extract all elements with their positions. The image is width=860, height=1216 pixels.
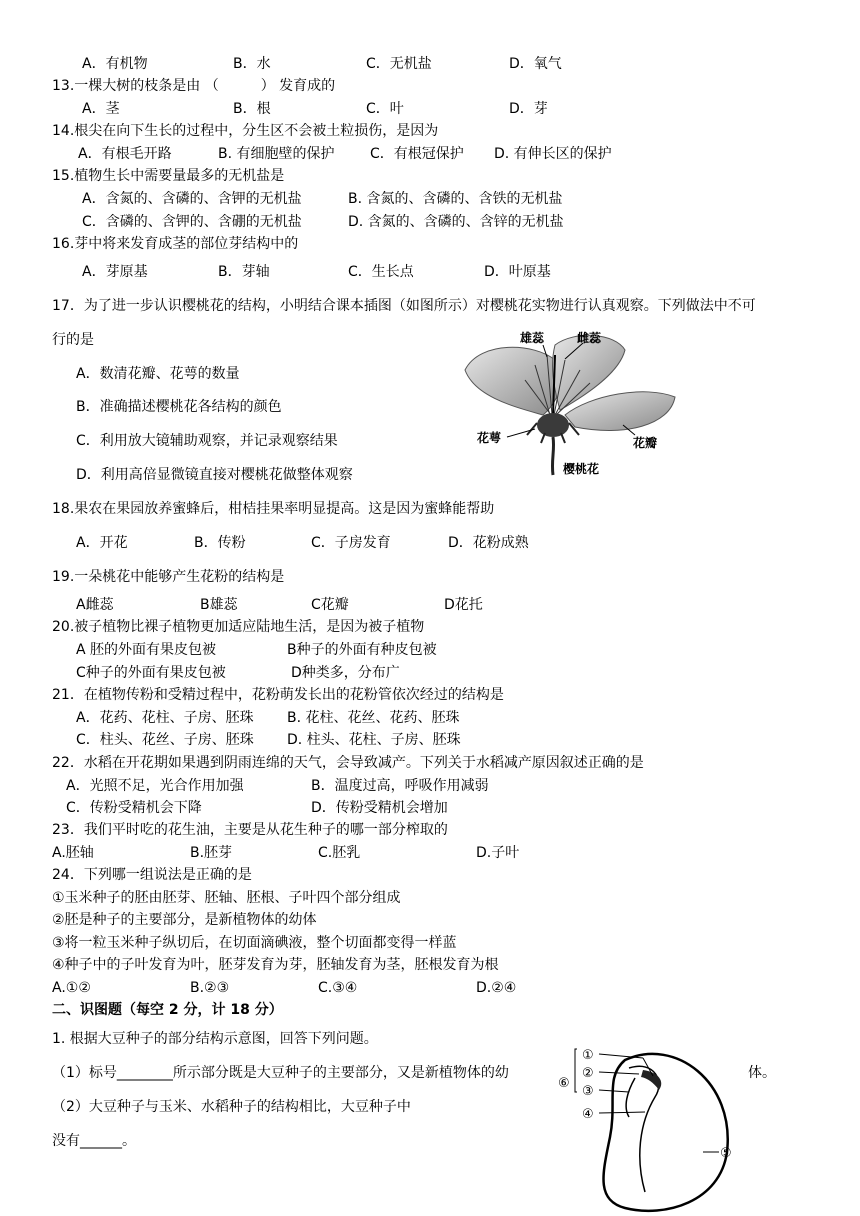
q20-stem: 20.被子植物比裸子植物更加适应陆地生活，是因为被子植物 [52,619,425,635]
q14-option-b: B. 有细胞壁的保护 [218,146,335,162]
stem-shape [552,437,553,475]
receptacle-shape [537,413,569,437]
q23-option-d: D.子叶 [476,845,520,861]
q18-stem: 18.果农在果园放养蜜蜂后，柑桔挂果率明显提高。这是因为蜜蜂能帮助 [52,501,495,517]
q16-option-d: D．叶原基 [484,264,551,280]
q15-option-a: A．含氮的、含磷的、含钾的无机盐 [82,191,302,207]
q16-stem: 16.芽中将来发育成茎的部位芽结构中的 [52,236,299,252]
bracket-shape [575,1049,577,1092]
q22-option-b: B．温度过高，呼吸作用减弱 [311,778,489,794]
q19-option-a: A雌蕊 [76,597,114,613]
q23-stem: 23．我们平时吃的花生油，主要是从花生种子的哪一部分榨取的 [52,822,448,838]
q13-option-b: B．根 [233,101,271,117]
q20-option-a: A 胚的外面有果皮包被 [76,642,217,658]
q24-option-b: B.②③ [190,980,230,996]
q21-option-b: B. 花柱、花丝、花药、胚珠 [287,710,460,726]
q24-option-d: D.②④ [476,980,517,996]
section2-q1-stem: 1. 根据大豆种子的部分结构示意图，回答下列问题。 [52,1031,378,1047]
q22-option-d: D．传粉受精机会增加 [311,800,448,816]
q17-option-d: D．利用高倍显微镜直接对樱桃花做整体观察 [76,467,353,483]
label-1: ① [582,1048,594,1063]
q12-option-c: C．无机盐 [366,56,432,72]
q17-stem-line2: 行的是 [52,332,94,348]
q18-option-c: C．子房发育 [311,535,391,551]
q21-option-a: A．花药、花柱、子房、胚珠 [76,710,254,726]
label-pistil: 雌蕊 [577,331,602,345]
q15-stem: 15.植物生长中需要量最多的无机盐是 [52,168,285,184]
q24-statement-3: ③将一粒玉米种子纵切后，在切面滴碘液，整个切面都变得一样蓝 [52,935,457,951]
q15-option-b: B. 含氮的、含磷的、含铁的无机盐 [348,191,563,207]
q14-option-d: D. 有伸长区的保护 [494,146,612,162]
petal-right-shape [565,392,675,431]
q16-option-a: A．芽原基 [82,264,148,280]
section2-sub1-tail: 体。 [748,1065,776,1081]
q16-option-c: C．生长点 [348,264,414,280]
section2-sub2-tail: 没有______。 [52,1133,136,1149]
seed-coat-shape [603,1054,727,1211]
q14-stem: 14.根尖在向下生长的过程中，分生区不会被土粒损伤，是因为 [52,123,439,139]
sepal-pointer [507,429,535,437]
q12-option-b: B．水 [233,56,271,72]
q23-option-c: C.胚乳 [318,845,361,861]
label-petal: 花瓣 [633,436,658,450]
q15-option-c: C．含磷的、含钾的、含硼的无机盐 [82,214,302,230]
section2-sub2-text: （2）大豆种子与玉米、水稻种子的结构相比，大豆种子中 [52,1099,411,1115]
figure-caption: 樱桃花 [563,462,600,476]
q22-stem: 22．水稻在开花期如果遇到阴雨连绵的天气，会导致减产。下列关于水稻减产原因叙述正确的是 [52,755,644,771]
q19-option-b: B雄蕊 [200,597,238,613]
q24-option-a: A.①② [52,980,91,996]
q20-option-d: D种类多，分布广 [291,665,400,681]
q17-stem-line1: 17．为了进一步认识樱桃花的结构，小明结合课本插图（如图所示）对樱桃花实物进行认真观察。下列做法中不可 [52,298,756,314]
q17-option-b: B．准确描述樱桃花各结构的颜色 [76,399,282,415]
q21-option-c: C．柱头、花丝、子房、胚珠 [76,732,254,748]
q15-option-d: D. 含氮的、含磷的、含锌的无机盐 [348,214,564,230]
q14-option-c: C．有根冠保护 [370,146,464,162]
label-4: ④ [582,1107,594,1122]
q21-option-d: D. 柱头、花柱、子房、胚珠 [287,732,461,748]
q22-option-a: A．光照不足，光合作用加强 [66,778,244,794]
q18-option-b: B．传粉 [194,535,246,551]
q24-statement-1: ①玉米种子的胚由胚芽、胚轴、胚根、子叶四个部分组成 [52,890,401,906]
section2-title: 二、识图题（每空 2 分，计 18 分） [52,1002,283,1018]
q24-statement-2: ②胚是种子的主要部分，是新植物体的幼体 [52,912,317,928]
q17-option-c: C．利用放大镜辅助观察，并记录观察结果 [76,433,338,449]
q18-option-a: A．开花 [76,535,128,551]
pointer-2 [599,1072,639,1074]
label-sepal: 花萼 [477,431,502,445]
q20-option-b: B种子的外面有种皮包被 [287,642,437,658]
label-6: ⑥ [558,1076,570,1091]
q12-option-d: D．氧气 [509,56,562,72]
pointer-4 [599,1112,645,1113]
q13-option-a: A．茎 [82,101,120,117]
q23-option-a: A.胚轴 [52,845,94,861]
q22-option-c: C．传粉受精机会下降 [66,800,202,816]
label-3: ③ [582,1084,594,1099]
q21-stem: 21．在植物传粉和受精过程中，花粉萌发长出的花粉管依次经过的结构是 [52,687,504,703]
q19-stem: 19.一朵桃花中能够产生花粉的结构是 [52,569,285,585]
q17-option-a: A．数清花瓣、花萼的数量 [76,366,240,382]
q24-statement-4: ④种子中的子叶发育为叶，胚芽发育为芽，胚轴发育为茎，胚根发育为根 [52,957,499,973]
q16-option-b: B．芽轴 [218,264,270,280]
label-2: ② [582,1066,594,1081]
q23-option-b: B.胚芽 [190,845,233,861]
label-stamen: 雄蕊 [520,331,545,345]
radicle-shape [626,1078,635,1117]
q14-option-a: A．有根毛开路 [78,146,172,162]
q13-option-d: D．芽 [509,101,548,117]
q12-option-a: A．有机物 [82,56,148,72]
q19-option-c: C花瓣 [311,597,349,613]
soybean-seed-figure [555,1042,740,1216]
cotyledon-edge-shape [629,1066,659,1192]
q18-option-d: D．花粉成熟 [448,535,529,551]
section2-sub1-text: （1）标号________所示部分既是大豆种子的主要部分，又是新植物体的幼 [52,1065,509,1081]
q13-stem: 13.一棵大树的枝条是由 （ ） 发育成的 [52,78,336,94]
label-5: ⑤ [720,1146,732,1161]
q24-option-c: C.③④ [318,980,358,996]
q19-option-d: D花托 [444,597,483,613]
cherry-blossom-figure [455,325,685,480]
q20-option-c: C种子的外面有果皮包被 [76,665,226,681]
q13-option-c: C．叶 [366,101,404,117]
q24-stem: 24．下列哪一组说法是正确的是 [52,867,252,883]
